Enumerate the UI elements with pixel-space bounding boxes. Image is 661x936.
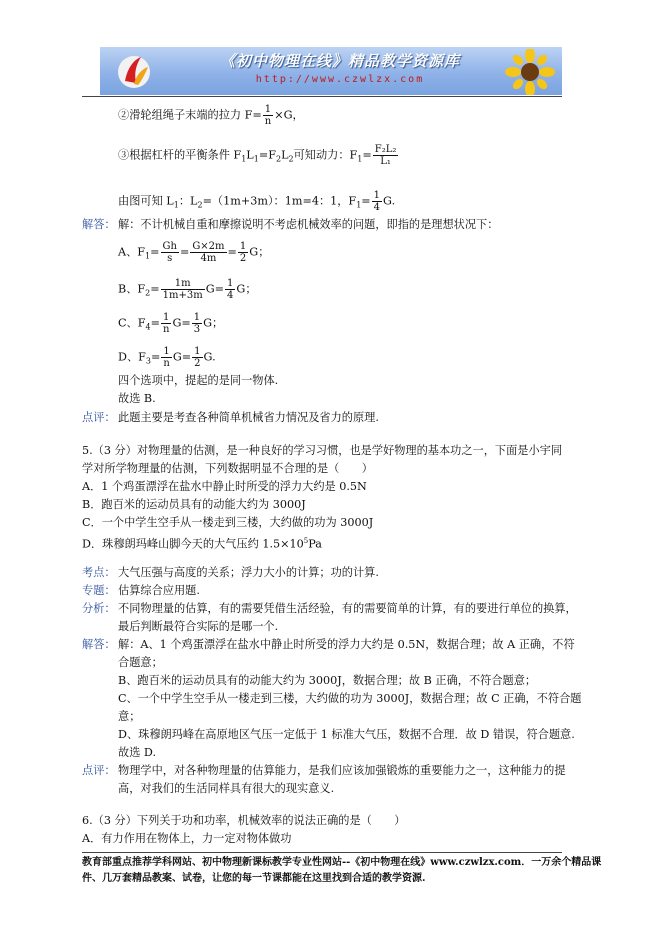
fraction: $\frac{1}{n}$ — [163, 346, 170, 369]
fraction: $\frac{1m}{1m+3m}$ — [162, 278, 203, 301]
q5-stem-line2: 学对所学物理量的估测，下列数据明显不合理的是（ ） — [82, 462, 373, 475]
fraction: $\frac{\text{F₂L₂}}{\text{L₁}}$ — [374, 144, 397, 167]
q5-zhuanti-tag: 专题： — [82, 584, 116, 597]
q6-option-a: A．有力作用在物体上，力一定对物体做功 — [82, 832, 292, 845]
q5-option-a: A．1 个鸡蛋漂浮在盐水中静止时所受的浮力大约是 0.5N — [82, 480, 367, 493]
answer-intro: 解：不计机械自重和摩擦说明不考虑机械效率的问题，即指的是理想状况下： — [118, 218, 499, 231]
q5-fenxi-line1: 不同物理量的估算，有的需要凭借生活经验，有的需要简单的计算，有的要进行单位的换算， — [118, 602, 577, 615]
q5-option-d: D．珠穆朗玛峰山脚今天的大气压约 $1.5\times 10^5Pa$ — [82, 537, 322, 551]
header-banner — [100, 47, 562, 95]
fraction: $\frac{1}{4}$ — [227, 278, 234, 301]
q5-dianping-line1: 物理学中，对各种物理量的估算能力，是我们应该加强锻炼的重要能力之一，这种能力的提 — [118, 764, 566, 777]
ratio-line: 由图可知 $L_1$：$L_2=(1m+3m)$：1m=4：1，$F_1=$ $\frac{1}{4}$ G. — [118, 190, 396, 213]
q5-jieda-line3: B、跑百米的运动员具有的动能大约为 3000J，数据合理；故 B 正确，不符合题意； — [118, 674, 537, 687]
q5-jieda-line6: D、珠穆朗玛峰在高原地区气压一定低于 1 标准大气压，数据不合理．故 D 错误，符合题意. — [118, 728, 575, 741]
q6-stem: 6.（3 分）下列关于功和功率，机械效率的说法正确的是（ ） — [82, 814, 406, 827]
q5-jieda-line5: 意； — [118, 710, 141, 723]
choose-line: 故选 B. — [118, 392, 156, 405]
fraction: $\frac{1}{2}$ — [239, 241, 247, 264]
q5-option-b: B．跑百米的运动员具有的动能大约为 3000J — [82, 498, 306, 511]
footer-line2: 件、几万套精品教案、试卷，让您的每一节课都能在这里找到合适的教学资源. — [82, 873, 426, 884]
fraction: $\frac{1}{n}$ — [264, 104, 272, 127]
q5-jieda-line7: 故选 D. — [118, 746, 157, 759]
q5-zhuanti: 估算综合应用题. — [118, 584, 200, 597]
q5-dianping-line2: 高，对我们的生活同样具有很大的现实意义. — [118, 782, 335, 795]
q5-dianping-tag: 点评： — [82, 764, 116, 777]
banner-url[interactable]: http://www.czwlzx.com — [255, 74, 425, 85]
option-b-formula: B、$F_2=$ $\frac{1m}{1m+3m}$ G= $\frac{1}{4}$ G； — [118, 278, 257, 301]
q5-stem-line1: 5.（3 分）对物理量的估测，是一种良好的学习习惯，也是学好物理的基本功之一，下面是小宇同 — [82, 444, 563, 457]
q5-kaodian-tag: 考点： — [82, 566, 116, 579]
fraction: $\frac{1}{n}$ — [162, 312, 170, 335]
fraction: $\frac{Gh}{s}$ — [162, 241, 177, 264]
q5-fenxi-line2: 最后判断最符合实际的是哪一个. — [118, 620, 279, 633]
lever-balance-line: ③根据杠杆的平衡条件 $F_1L_1=F_2L_2$可知动力：$F_1=$ $\frac{\text{F₂L₂}}{\text{L₁}}$ — [118, 144, 397, 167]
footer-line1: 教育部重点推荐学科网站、初中物理新课标教学专业性网站--《初中物理在线》www.czwlzx.com．一万余个精品课 — [82, 857, 602, 868]
footer-rule — [82, 852, 562, 853]
option-c-formula: C、$F_4=$ $\frac{1}{n}$ G= $\frac{1}{3}$ G； — [118, 312, 224, 335]
q5-fenxi-tag: 分析： — [82, 602, 116, 615]
sunflower-icon — [498, 49, 558, 95]
answer-tag: 解答： — [82, 218, 116, 231]
comment-tag: 点评： — [82, 411, 116, 424]
q5-option-c: C．一个中学生空手从一楼走到三楼，大约做的功为 3000J — [82, 516, 374, 529]
q5-jieda-tag: 解答： — [82, 638, 116, 651]
pulley-force-line: ②滑轮组绳子末端的拉力 F= $\frac{1}{n}$ ×G， — [118, 104, 304, 127]
option-a-formula: A、$F_1=$ $\frac{Gh}{s}$ = $\frac{G\times 2m}{4m}$ = $\frac{1}{2}$ G； — [118, 241, 270, 264]
option-d-formula: D、$F_3=$ $\frac{1}{n}$ G= $\frac{1}{2}$ G. — [118, 346, 216, 369]
fraction: $\frac{G\times 2m}{4m}$ — [192, 241, 225, 264]
fraction: $\frac{1}{4}$ — [373, 190, 381, 213]
fraction: $\frac{1}{2}$ — [194, 346, 201, 369]
q5-kaodian: 大气压强与高度的关系；浮力大小的计算；功的计算. — [118, 566, 379, 579]
comment-text: 此题主要是考查各种简单机械省力情况及省力的原理. — [118, 411, 379, 424]
q5-jieda-line4: C、一个中学生空手从一楼走到三楼，大约做的功为 3000J，数据合理；故 C 正确，不符合题 — [118, 692, 582, 705]
q5-jieda-line2: 合题意； — [118, 656, 163, 669]
banner-title: 《初中物理在线》精品教学资源库 — [219, 52, 460, 70]
same-object-line: 四个选项中，提起的是同一物体. — [118, 374, 279, 387]
fraction: $\frac{1}{3}$ — [193, 312, 201, 335]
q5-jieda-line1: 解：A、1 个鸡蛋漂浮在盐水中静止时所受的浮力大约是 0.5N，数据合理；故 A 正确，不符 — [118, 638, 575, 651]
header-rule — [82, 96, 562, 97]
site-logo-icon — [114, 51, 154, 91]
